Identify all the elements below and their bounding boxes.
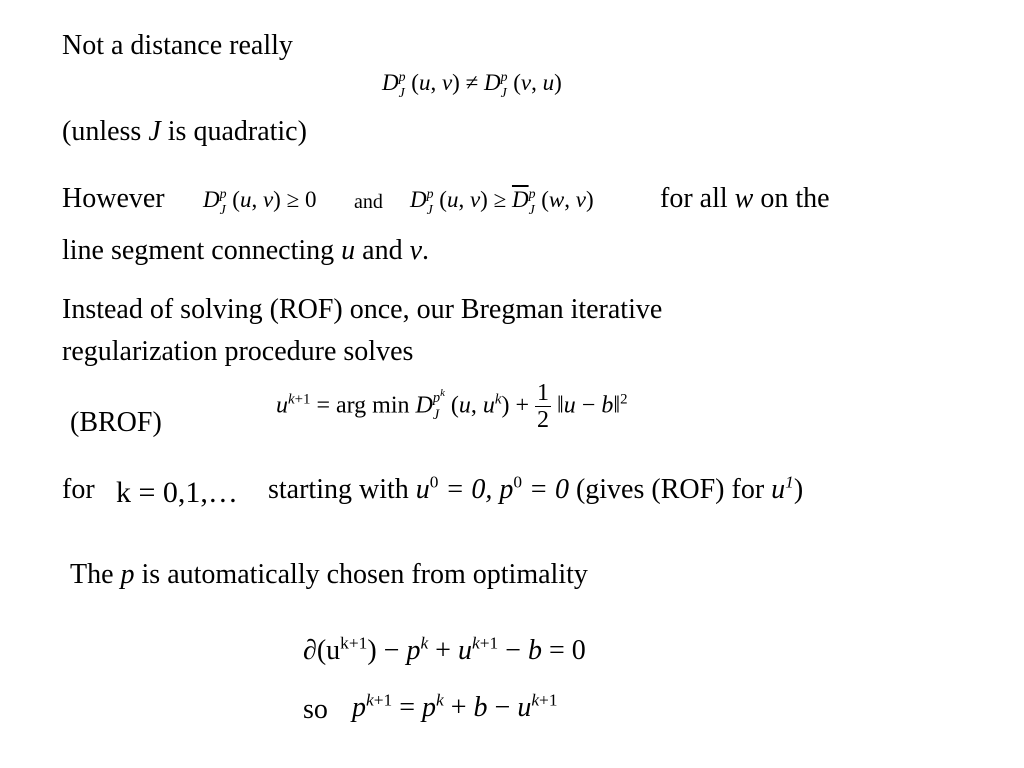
- text-unless-quadratic: (unless J is quadratic): [62, 116, 307, 147]
- label-brof: (BROF): [70, 407, 162, 438]
- equation-k-values: k = 0,1,…: [116, 476, 238, 509]
- equation-asymmetry: D p J (u, v) ≠ D p J (v, u): [382, 69, 562, 100]
- text-however: However: [62, 183, 165, 214]
- equation-bound: D p J (u, $v) \ge \overline{D}$ p J (w, v): [410, 186, 594, 217]
- text-so: so: [303, 694, 328, 725]
- text-starting-with: starting with $u^0 = 0$, $p^0 = 0$ (gives (ROF) for $u^1$): [268, 472, 804, 505]
- text-not-a-distance: Not a distance really: [62, 30, 293, 61]
- text-p-chosen: The p is automatically chosen from optimality: [70, 559, 588, 590]
- text-for-all-w: for all w on the: [660, 183, 830, 214]
- equation-p-update: $p^{k+1} = p^k + b - u^{k+1}$: [352, 690, 558, 723]
- text-for: for: [62, 474, 95, 505]
- equation-brof: $u^{k+1}$ = arg min D $p^k$ J (u, $u^k$) + $\frac{1}{2}$ ‖u − b‖$^2$: [276, 380, 628, 434]
- equation-nonnegative: D p J (u, v) ≥ 0: [203, 186, 317, 217]
- equation-optimality: $\partial(u^{k+1}) - p^k + u^{k+1} - b = 0$: [303, 633, 586, 666]
- text-instead-of-solving: Instead of solving (ROF) once, our Bregman iterative: [62, 294, 663, 325]
- text-and-small: and: [354, 191, 383, 213]
- text-regularization: regularization procedure solves: [62, 336, 414, 367]
- text-line-segment: line segment connecting u and v.: [62, 235, 430, 266]
